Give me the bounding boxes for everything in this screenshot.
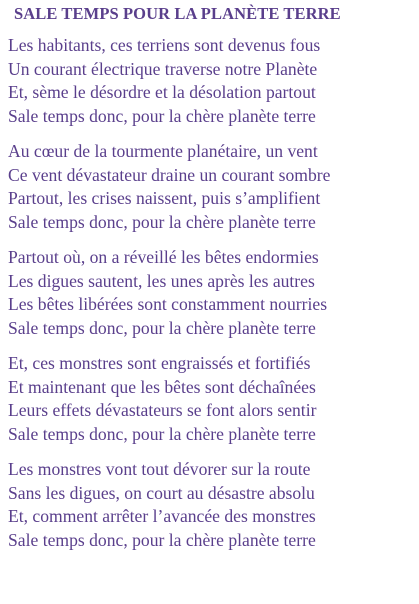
poem-line: Sale temps donc, pour la chère planète terre — [8, 211, 316, 232]
poem-line: Sans les digues, on court au désastre absolu — [8, 482, 315, 503]
poem-line: Partout où, on a réveillé les bêtes endormies — [8, 247, 319, 267]
poem-line: Partout, les crises naissent, puis s’amplifient — [8, 188, 321, 208]
poem-line: Sale temps donc, pour la chère planète terre — [8, 529, 316, 550]
poem-line: Sale temps donc, pour la chère planète terre — [8, 423, 316, 444]
stanza-5 — [8, 458, 419, 552]
poem-line: Les monstres vont tout dévorer sur la route — [8, 459, 311, 479]
poem-line: Les habitants, ces terriens sont devenus fous — [8, 35, 321, 55]
poem-title: SALE TEMPS POUR LA PLANÈTE TERRE — [14, 4, 341, 23]
poem-line: Les bêtes libérées sont constamment nourries — [8, 294, 328, 314]
poem-line: Leurs effets dévastateurs se font alors sentir — [8, 400, 317, 420]
poem-line: Ce vent dévastateur draine un courant sombre — [8, 164, 331, 185]
poem-line: Sale temps donc, pour la chère planète terre — [8, 105, 316, 126]
stanza-4 — [8, 352, 419, 446]
poem-line: Et maintenant que les bêtes sont déchaînées — [8, 376, 316, 397]
poem-line: Au cœur de la tourmente planétaire, un vent — [8, 141, 318, 161]
poem-line: Et, comment arrêter l’avancée des monstres — [8, 506, 316, 526]
poem-line: Et, ces monstres sont engraissés et fortifiés — [8, 353, 311, 373]
poem-line: Les digues sautent, les unes après les autres — [8, 270, 315, 291]
poem-line: Et, sème le désordre et la désolation partout — [8, 82, 316, 102]
stanza-3 — [8, 246, 419, 340]
poem-line: Sale temps donc, pour la chère planète terre — [8, 317, 316, 338]
stanza-2 — [8, 140, 419, 234]
poem-line: Un courant électrique traverse notre Planète — [8, 58, 318, 79]
stanza-1 — [8, 34, 419, 128]
